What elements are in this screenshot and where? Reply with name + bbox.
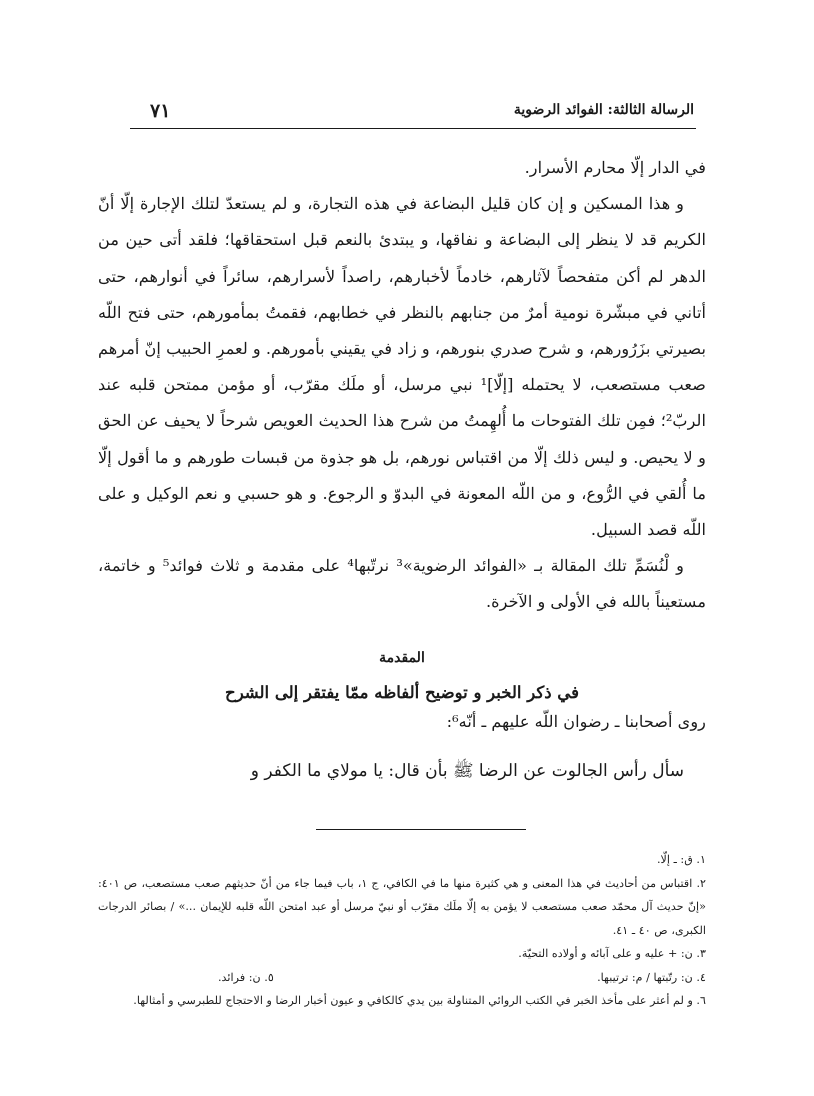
footnote-2: ٢. اقتباس من أحاديث في هذا المعنى و هي كثيرة منها ما في الكافي، ج ١، باب فيما جاء من أنّ حديثهم صعب مستصعب، ص ٤٠١: «إنّ حديث آل محمّد صعب مستصعب لا يؤمن به إلّا ملَك مقرّب أو نبيّ مرسل أو عبد امتحن اللّه قلبه للإيمان ...» / بصائر الدرجات الكبرى، ص ٤٠ ـ ٤١.: [98, 876, 707, 937]
paragraph-1: في الدار إلّا محارم الأسرار.: [524, 158, 706, 177]
footnote-rule: [316, 829, 526, 830]
paragraph-2: و هذا المسكين و إن كان قليل البضاعة في هذه التجارة، و لم يستعدّ لتلك الإجارة إلّا أنّ الكريم قد لا ينظر إلى البضاعة و نفاقها، و يبتدئ بالنعم قبل استحقاقها؛ فلقد أتى حين من الدهر لم أكن متفحصاً لآثارهم، خادماً لأخبارهم، راصداً لأسرارهم، سائراً في أنوارهم، حتى أتاني في مبشّرة نومية أمرٌ من جنابهم بالنظر في خطابهم، فقمتُ بمأمورهم، حتى فتح اللّه بصيرتي بزَرُورهم، و شرح صدري بنورهم، و زاد في يقيني بأمورهم. و لعمرِ الحبيب إنّ أمرهم صعب مستصعب، لا يحتمله [إلّا]¹ نبي مرسل، أو ملَك مقرّب، أو مؤمن ممتحن قلبه عند الربّ²؛ فمِن تلك الفتوحات ما أُلهِمتُ من شرح هذا الحديث العويص شرحاً لا يحيف عن الحق و لا يحيص. و ليس ذلك إلّا من اقتباس نورهم، بل هو جذوة من قبسات طورهم و ما أقول إلّا ما أُلقي في الرُّوع، و من اللّه المعونة في البدوّ و الرجوع. و هو حسبي و نعم الوكيل و على اللّه قصد السبيل.: [97, 194, 706, 540]
footnotes: [98, 848, 706, 1013]
header-rule: [130, 128, 696, 129]
running-title: الرسالة الثالثة: الفوائد الرضوية: [513, 102, 694, 118]
footnote-1: ١. ق: ـ إلّا.: [656, 853, 706, 866]
page-number: ٧١: [150, 100, 171, 122]
footnote-5: ٥. ن: فرائد.: [218, 970, 274, 984]
hadith-text: سأل رأس الجالوت عن الرضا ﷺ بأن قال: يا مولاي ما الكفر و: [250, 761, 684, 781]
footnote-row-4-5: [98, 966, 706, 990]
page-header: [130, 100, 694, 124]
footnote-3: ٣. ن: + عليه و على آبائه و أولاده التحيّة.: [518, 947, 706, 960]
footnote-6: ٦. و لم أعثر على مأخذ الخبر في الكتب الروائي المتناولة بين يدي كالكافي و عيون أخبار الرضا و الاحتجاج للطبرسي و أمثالها.: [133, 994, 706, 1007]
footnote-4: ٤. ن: رتّبتها / م: ترتيبها.: [597, 970, 706, 984]
hadith-intro: روى أصحابنا ـ رضوان اللّه عليهم ـ أنّه⁶:: [446, 712, 706, 731]
main-text: [98, 150, 706, 621]
section-title: المقدمة: [379, 650, 425, 666]
paragraph-3: و لْنُسَمِّ تلك المقالة بـ «الفوائد الرضوية»³ نرتّبها⁴ على مقدمة و ثلاث فوائد⁵ و خاتمة، مستعيناً بالله في الأولى و الآخرة.: [98, 556, 706, 612]
section-subtitle: في ذكر الخبر و توضيح ألفاظه ممّا يفتقر إلى الشرح: [225, 683, 579, 702]
